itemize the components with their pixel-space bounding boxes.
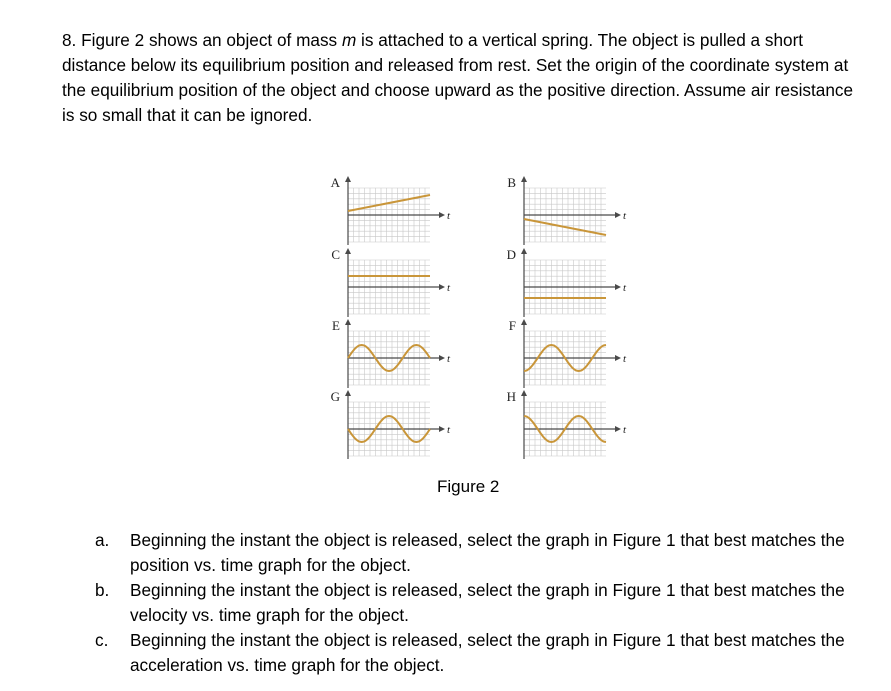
right-arrow-icon bbox=[615, 426, 621, 432]
part-b-mark: b. bbox=[95, 580, 110, 600]
part-c-mark: c. bbox=[95, 630, 109, 650]
right-arrow-icon bbox=[615, 284, 621, 290]
graph-c-axis-label: t bbox=[447, 282, 451, 294]
right-arrow-icon bbox=[615, 212, 621, 218]
question-parts bbox=[95, 528, 855, 678]
graph-h-label: H bbox=[506, 389, 516, 404]
graph-grid-figure bbox=[300, 168, 640, 468]
graph-b-label: B bbox=[507, 175, 516, 190]
mass-variable: m bbox=[341, 30, 357, 50]
graph-f-label: F bbox=[508, 318, 516, 333]
up-arrow-icon bbox=[345, 390, 351, 396]
graph-d-label: D bbox=[506, 247, 516, 262]
right-arrow-icon bbox=[439, 284, 445, 290]
graph-h-axis-label: t bbox=[623, 424, 627, 436]
graph-g-label: G bbox=[330, 389, 340, 404]
question-text-part-2: is attached to a vertical spring. The object is pulled a short distance below its equilibrium position and released from rest. Set the origin of the coordinate system at the equilibrium position of the object and choose upward as the positive direction. Assume air resistance is so small that it can be ignored. bbox=[62, 30, 854, 125]
right-arrow-icon bbox=[615, 355, 621, 361]
graph-a-axis-label: t bbox=[447, 210, 451, 222]
up-arrow-icon bbox=[345, 248, 351, 254]
right-arrow-icon bbox=[439, 426, 445, 432]
figure-caption: Figure 2 bbox=[437, 477, 500, 496]
up-arrow-icon bbox=[521, 390, 527, 396]
graph-e-axis-label: t bbox=[447, 353, 451, 365]
part-b-text: Beginning the instant the object is released, select the graph in Figure 1 that best matches the velocity vs. time graph for the object. bbox=[130, 580, 845, 625]
right-arrow-icon bbox=[439, 212, 445, 218]
part-a-mark: a. bbox=[95, 530, 110, 550]
part-c-text: Beginning the instant the object is released, select the graph in Figure 1 that best matches the acceleration vs. time graph for the object. bbox=[130, 630, 845, 675]
up-arrow-icon bbox=[345, 176, 351, 182]
up-arrow-icon bbox=[345, 319, 351, 325]
question-text bbox=[62, 28, 862, 128]
up-arrow-icon bbox=[521, 176, 527, 182]
part-a-text: Beginning the instant the object is released, select the graph in Figure 1 that best matches the position vs. time graph for the object. bbox=[130, 530, 845, 575]
part-c bbox=[95, 628, 855, 678]
graph-a-curve bbox=[348, 195, 430, 211]
graph-e-label: E bbox=[332, 318, 340, 333]
graph-a-label: A bbox=[330, 175, 340, 190]
graph-b-curve bbox=[524, 219, 606, 235]
graph-g-axis-label: t bbox=[447, 424, 451, 436]
up-arrow-icon bbox=[521, 319, 527, 325]
graph-f-axis-label: t bbox=[623, 353, 627, 365]
part-a bbox=[95, 528, 855, 578]
right-arrow-icon bbox=[439, 355, 445, 361]
graph-b-axis-label: t bbox=[623, 210, 627, 222]
question-text-part-1: Figure 2 shows an object of mass bbox=[81, 30, 338, 50]
part-b bbox=[95, 578, 855, 628]
figure-2 bbox=[300, 168, 640, 468]
graph-c-label: C bbox=[331, 247, 340, 262]
up-arrow-icon bbox=[521, 248, 527, 254]
graph-d-axis-label: t bbox=[623, 282, 627, 294]
question-number: 8. bbox=[62, 30, 77, 50]
